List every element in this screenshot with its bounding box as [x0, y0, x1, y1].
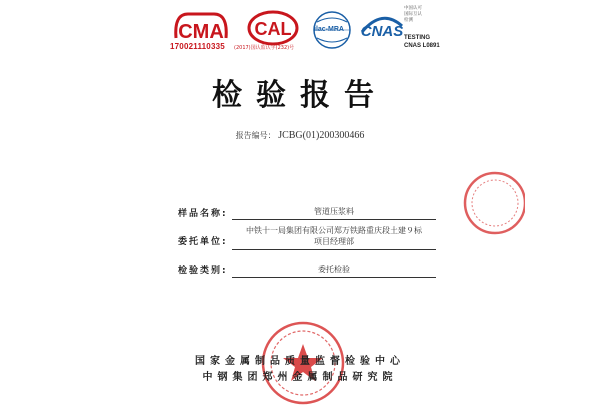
seal-stamp-right-icon [455, 168, 525, 238]
test-category-label: 检验类别: [178, 266, 228, 276]
cnas-testing-block [404, 34, 440, 50]
cal-logo-text: CAL [254, 19, 292, 39]
test-category-line: 委托检验 [318, 265, 350, 274]
test-category-value [232, 264, 436, 275]
footer-line-1: 国家金属制品质量监督检验中心 [195, 356, 405, 367]
page-title: 检验报告 [212, 78, 388, 113]
sample-name-label: 样品名称: [178, 209, 228, 219]
cma-logo-text: CMA [178, 21, 224, 43]
cnas-code: CNAS L0891 [404, 43, 440, 49]
cnas-side-text [404, 6, 434, 24]
field-underline [232, 249, 436, 250]
field-underline [232, 219, 436, 220]
cnas-side-line: 检测 [404, 18, 413, 23]
cal-subtext: (2017)国认监认字(232)号 [234, 45, 295, 51]
ilac-mra-text: ilac-MRA [314, 26, 344, 33]
sample-name-line: 管道压浆料 [314, 207, 354, 216]
client-unit-value [232, 225, 436, 247]
report-number [0, 130, 600, 141]
client-unit-line: 中铁十一局集团有限公司郑万铁路重庆段土建９标 [246, 226, 422, 235]
report-number-value: JCBG(01)200300466 [278, 130, 365, 141]
report-number-label: 报告编号： [235, 131, 276, 140]
cnas-logo-icon [358, 6, 406, 48]
cma-code: 170021110335 [170, 42, 225, 51]
client-unit-label: 委托单位: [178, 237, 228, 247]
cnas-side-line: 国际互认 [404, 12, 422, 17]
field-underline [232, 277, 436, 278]
cnas-logo-text: CNAS [360, 23, 404, 40]
client-unit-line: 项目经理部 [314, 237, 354, 246]
footer-line-2: 中钢集团郑州金属制品研究院 [202, 372, 398, 383]
sample-name-value [232, 206, 436, 217]
cnas-side-line: 中国认可 [404, 6, 422, 11]
cnas-testing-label: TESTING [404, 35, 431, 41]
